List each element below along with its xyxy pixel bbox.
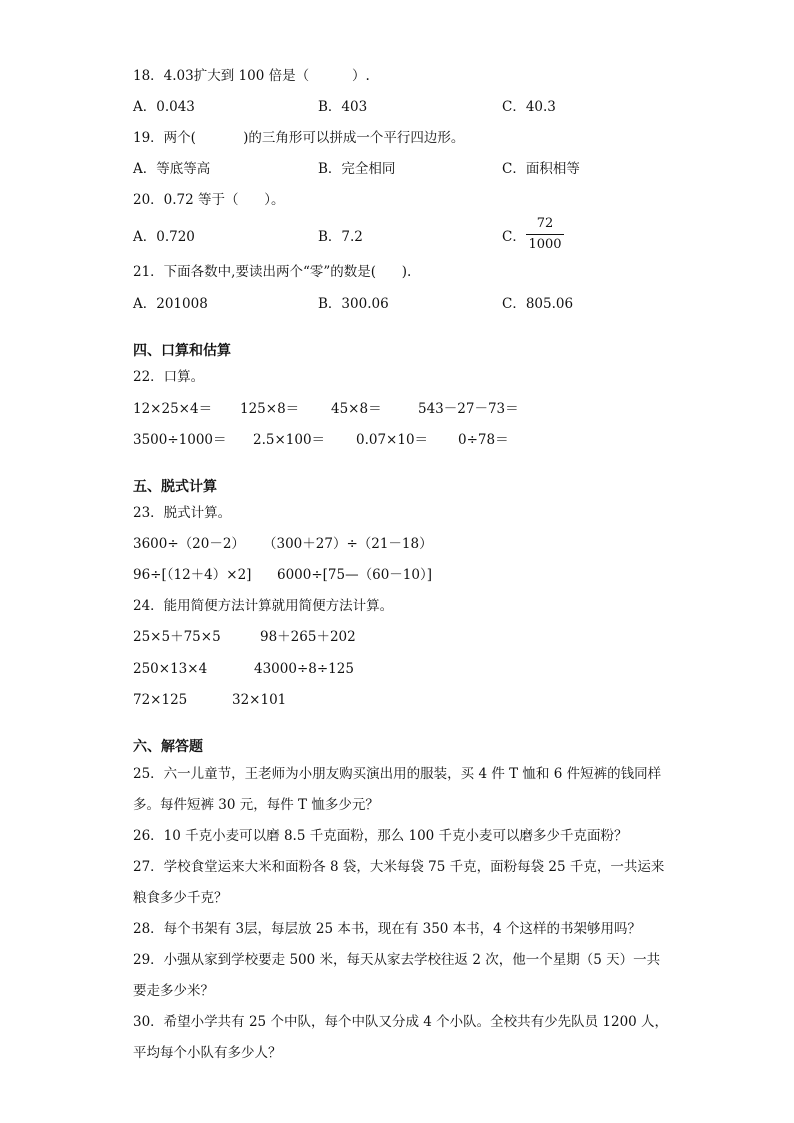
fraction-numerator: 72: [536, 216, 554, 231]
question-19-option-a: A．等底等高: [133, 161, 211, 177]
question-19-option-c: C．面积相等: [502, 161, 580, 177]
question-20-option-b: B．7.2: [318, 229, 363, 245]
question-21-option-c: C．805.06: [502, 296, 574, 312]
question-28-line-1: 28．每个书架有 3层，每层放 25 本书，现在有 350 本书，4 个这样的书架够用吗？: [133, 921, 642, 937]
question-18-option-b: B．403: [318, 99, 368, 115]
section-6-title: 六、解答题: [133, 739, 203, 755]
question-20-option-c: C．: [502, 229, 526, 245]
q24-expr-3: 250×13×4: [133, 661, 208, 677]
question-27-line-2: 粮食多少千克？: [133, 890, 228, 906]
question-21-option-a: A．201008: [133, 296, 208, 312]
section-5-title: 五、脱式计算: [133, 479, 217, 495]
question-27-line-1: 27．学校食堂运来大米和面粉各 8 袋，大米每袋 75 千克，面粉每袋 25 千克，一共运来: [133, 859, 665, 875]
question-18-stem: 18．4.03扩大到 100 倍是（ ）.: [133, 68, 370, 84]
fraction-denominator: 1000: [528, 237, 562, 252]
question-21-stem: 21．下面各数中,要读出两个“零”的数是( ).: [133, 264, 412, 280]
q24-expr-6: 32×101: [232, 692, 287, 708]
q22-expr-2: 125×8＝: [240, 401, 300, 417]
q24-expr-4: 43000÷8÷125: [254, 661, 354, 677]
question-23-stem: 23．脱式计算。: [133, 505, 232, 521]
q23-expr-2: （300＋27）÷（21－18）: [263, 536, 433, 552]
q24-expr-2: 98＋265＋202: [260, 629, 356, 645]
question-18-option-c: C．40.3: [502, 99, 556, 115]
question-26-line-1: 26．10 千克小麦可以磨 8.5 千克面粉，那么 100 千克小麦可以磨多少千克面粉？: [133, 828, 628, 844]
question-29-line-2: 要走多少米？: [133, 983, 214, 999]
question-30-line-1: 30．希望小学共有 25 个中队，每个中队又分成 4 个小队。全校共有少先队员 1200 人，: [133, 1014, 669, 1030]
q22-expr-8: 0÷78＝: [458, 432, 509, 448]
question-22-stem: 22．口算。: [133, 369, 205, 385]
q23-expr-1: 3600÷（20－2）: [133, 536, 245, 552]
question-19-option-b: B．完全相同: [318, 161, 396, 177]
fraction-bar: [526, 234, 564, 235]
section-4-title: 四、口算和估算: [133, 343, 231, 359]
q22-expr-6: 2.5×100＝: [253, 432, 326, 448]
question-20-stem: 20．0.72 等于（ ）。: [133, 192, 285, 208]
q22-expr-3: 45×8＝: [331, 401, 382, 417]
q24-expr-5: 72×125: [133, 692, 188, 708]
q23-expr-3: 96÷[（12＋4）×2]: [133, 567, 252, 583]
question-24-stem: 24．能用简便方法计算就用简便方法计算。: [133, 598, 394, 614]
question-20-option-a: A．0.720: [133, 229, 195, 245]
q23-expr-4: 6000÷[75—（60－10）]: [277, 567, 432, 583]
question-30-line-2: 平均每个小队有多少人？: [133, 1045, 282, 1061]
question-25-line-1: 25．六一儿童节，王老师为小朋友购买演出用的服装，买 4 件 T 恤和 6 件短裤的钱同样: [133, 766, 662, 782]
question-25-line-2: 多。每件短裤 30 元，每件 T 恤多少元？: [133, 797, 379, 813]
question-18-option-a: A．0.043: [133, 99, 195, 115]
q22-expr-1: 12×25×4＝: [133, 401, 213, 417]
question-19-stem: 19．两个( )的三角形可以拼成一个平行四边形。: [133, 130, 465, 146]
question-29-line-1: 29．小强从家到学校要走 500 米，每天从家去学校往返 2 次，他一个星期（5 天）一共: [133, 952, 661, 968]
q22-expr-7: 0.07×10＝: [356, 432, 429, 448]
q22-expr-4: 543－27－73＝: [418, 401, 519, 417]
q22-expr-5: 3500÷1000＝: [133, 432, 227, 448]
question-21-option-b: B．300.06: [318, 296, 389, 312]
question-20-fraction: [526, 216, 564, 253]
q24-expr-1: 25×5＋75×5: [133, 629, 221, 645]
